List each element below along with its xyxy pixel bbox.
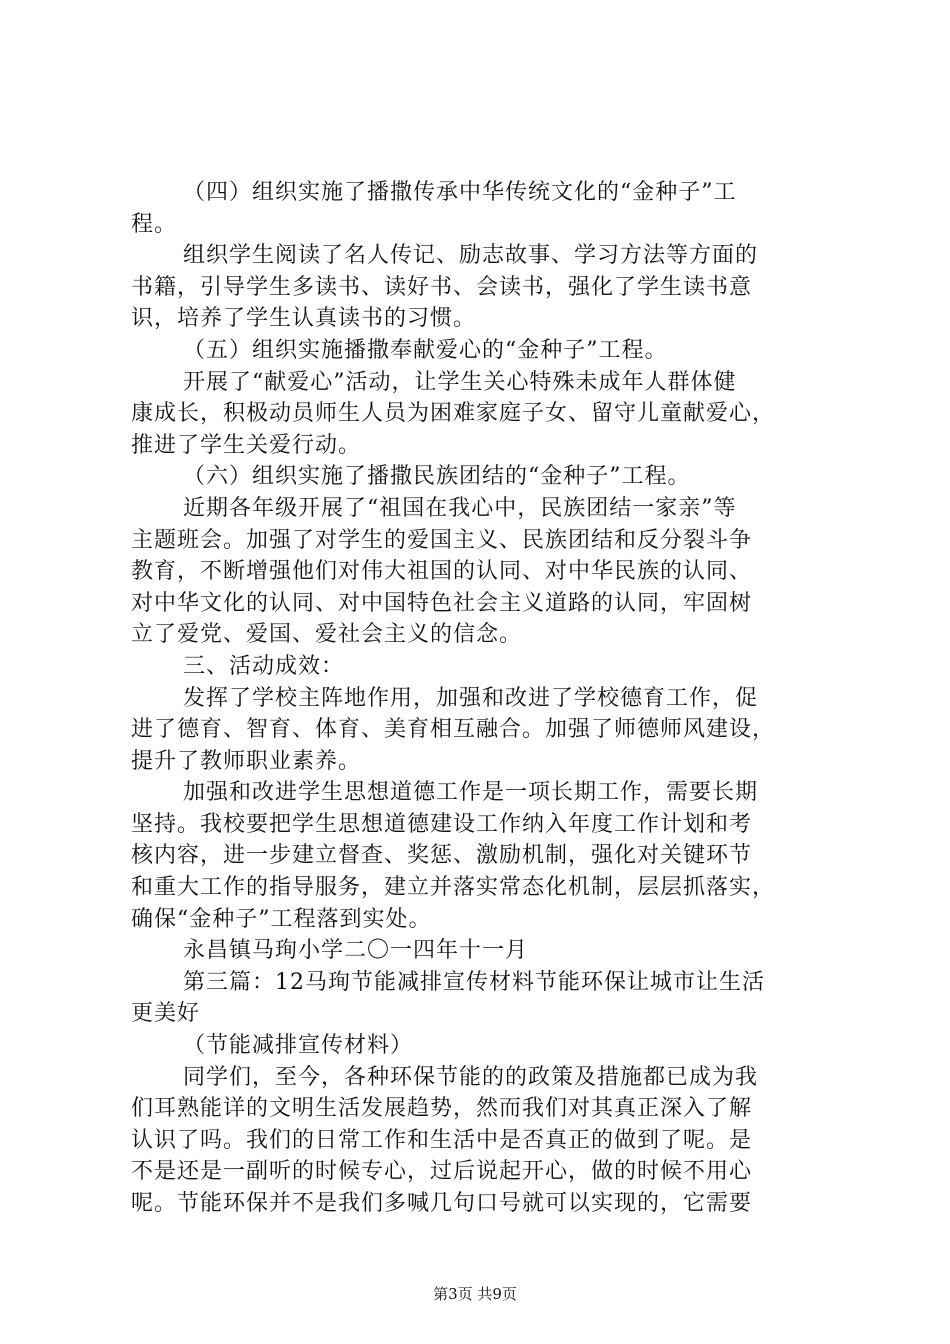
text-line: 们耳熟能详的文明生活发展趋势，然而我们对其真正深入了解 <box>131 1096 753 1122</box>
text-line: 近期各年级开展了“祖国在我心中，民族团结一家亲”等 <box>183 495 737 521</box>
text-line: 认识了吗。我们的日常工作和生活中是否真正的做到了呢。是 <box>131 1127 753 1153</box>
text-line: 开展了“献爱心”活动，让学生关心特殊未成年人群体健 <box>183 369 737 395</box>
text-line: 康成长，积极动员师生人员为困难家庭子女、留守儿童献爱心， <box>131 401 776 427</box>
text-line: 组织学生阅读了名人传记、励志故事、学习方法等方面的 <box>183 243 759 269</box>
text-line: 和重大工作的指导服务，建立并落实常态化机制，层层抓落实， <box>131 875 776 901</box>
page-number-footer: 第3页 共9页 <box>433 1285 517 1303</box>
text-line: （四）组织实施了播撒传承中华传统文化的“金种子”工 <box>183 180 737 205</box>
text-line: 教育，不断增强他们对伟大祖国的认同、对中华民族的认同、 <box>131 559 753 585</box>
text-line: 发挥了学校主阵地作用，加强和改进了学校德育工作，促 <box>183 685 759 711</box>
text-line: 立了爱党、爱国、爱社会主义的信念。 <box>131 622 523 648</box>
text-line: 不是还是一副听的时候专心，过后说起开心，做的时候不用心 <box>131 1159 753 1185</box>
section-heading: 三、活动成效： <box>183 653 345 679</box>
text-line: 同学们，至今，各种环保节能的的政策及措施都已成为我 <box>183 1064 759 1090</box>
text-line: 核内容，进一步建立督查、奖惩、激励机制，强化对关键环节 <box>131 843 753 869</box>
text-line: 推进了学生关爱行动。 <box>131 432 362 458</box>
text-line: 确保“金种子”工程落到实处。 <box>131 906 432 932</box>
text-line: （六）组织实施了播撒民族团结的“金种子”工程。 <box>183 464 691 490</box>
text-line: 程。 <box>131 211 178 237</box>
text-line: 主题班会。加强了对学生的爱国主义、民族团结和反分裂斗争 <box>131 527 753 553</box>
text-line: 坚持。我校要把学生思想道德建设工作纳入年度工作计划和考 <box>131 811 753 837</box>
text-line: 进了德育、智育、体育、美育相互融合。加强了师德师风建设， <box>131 717 776 743</box>
article-title: 第三篇：12马珣节能减排宣传材料节能环保让城市让生活 <box>183 969 765 995</box>
signature-line: 永昌镇马珣小学二〇一四年十一月 <box>183 938 529 964</box>
text-line: 书籍，引导学生多读书、读好书、会读书，强化了学生读书意 <box>131 274 753 300</box>
text-line: 呢。节能环保并不是我们多喊几句口号就可以实现的，它需要 <box>131 1191 753 1216</box>
text-line: （五）组织实施播撒奉献爱心的“金种子”工程。 <box>183 337 668 363</box>
text-line: 加强和改进学生思想道德工作是一项长期工作，需要长期 <box>183 780 759 806</box>
text-line: 提升了教师职业素养。 <box>131 748 362 774</box>
text-line: 识，培养了学生认真读书的习惯。 <box>131 306 477 332</box>
article-title-continued: 更美好 <box>131 1001 201 1027</box>
text-line: 对中华文化的认同、对中国特色社会主义道路的认同，牢固树 <box>131 590 753 616</box>
document-body <box>131 177 831 1220</box>
article-subtitle: （节能减排宣传材料） <box>183 1033 414 1059</box>
